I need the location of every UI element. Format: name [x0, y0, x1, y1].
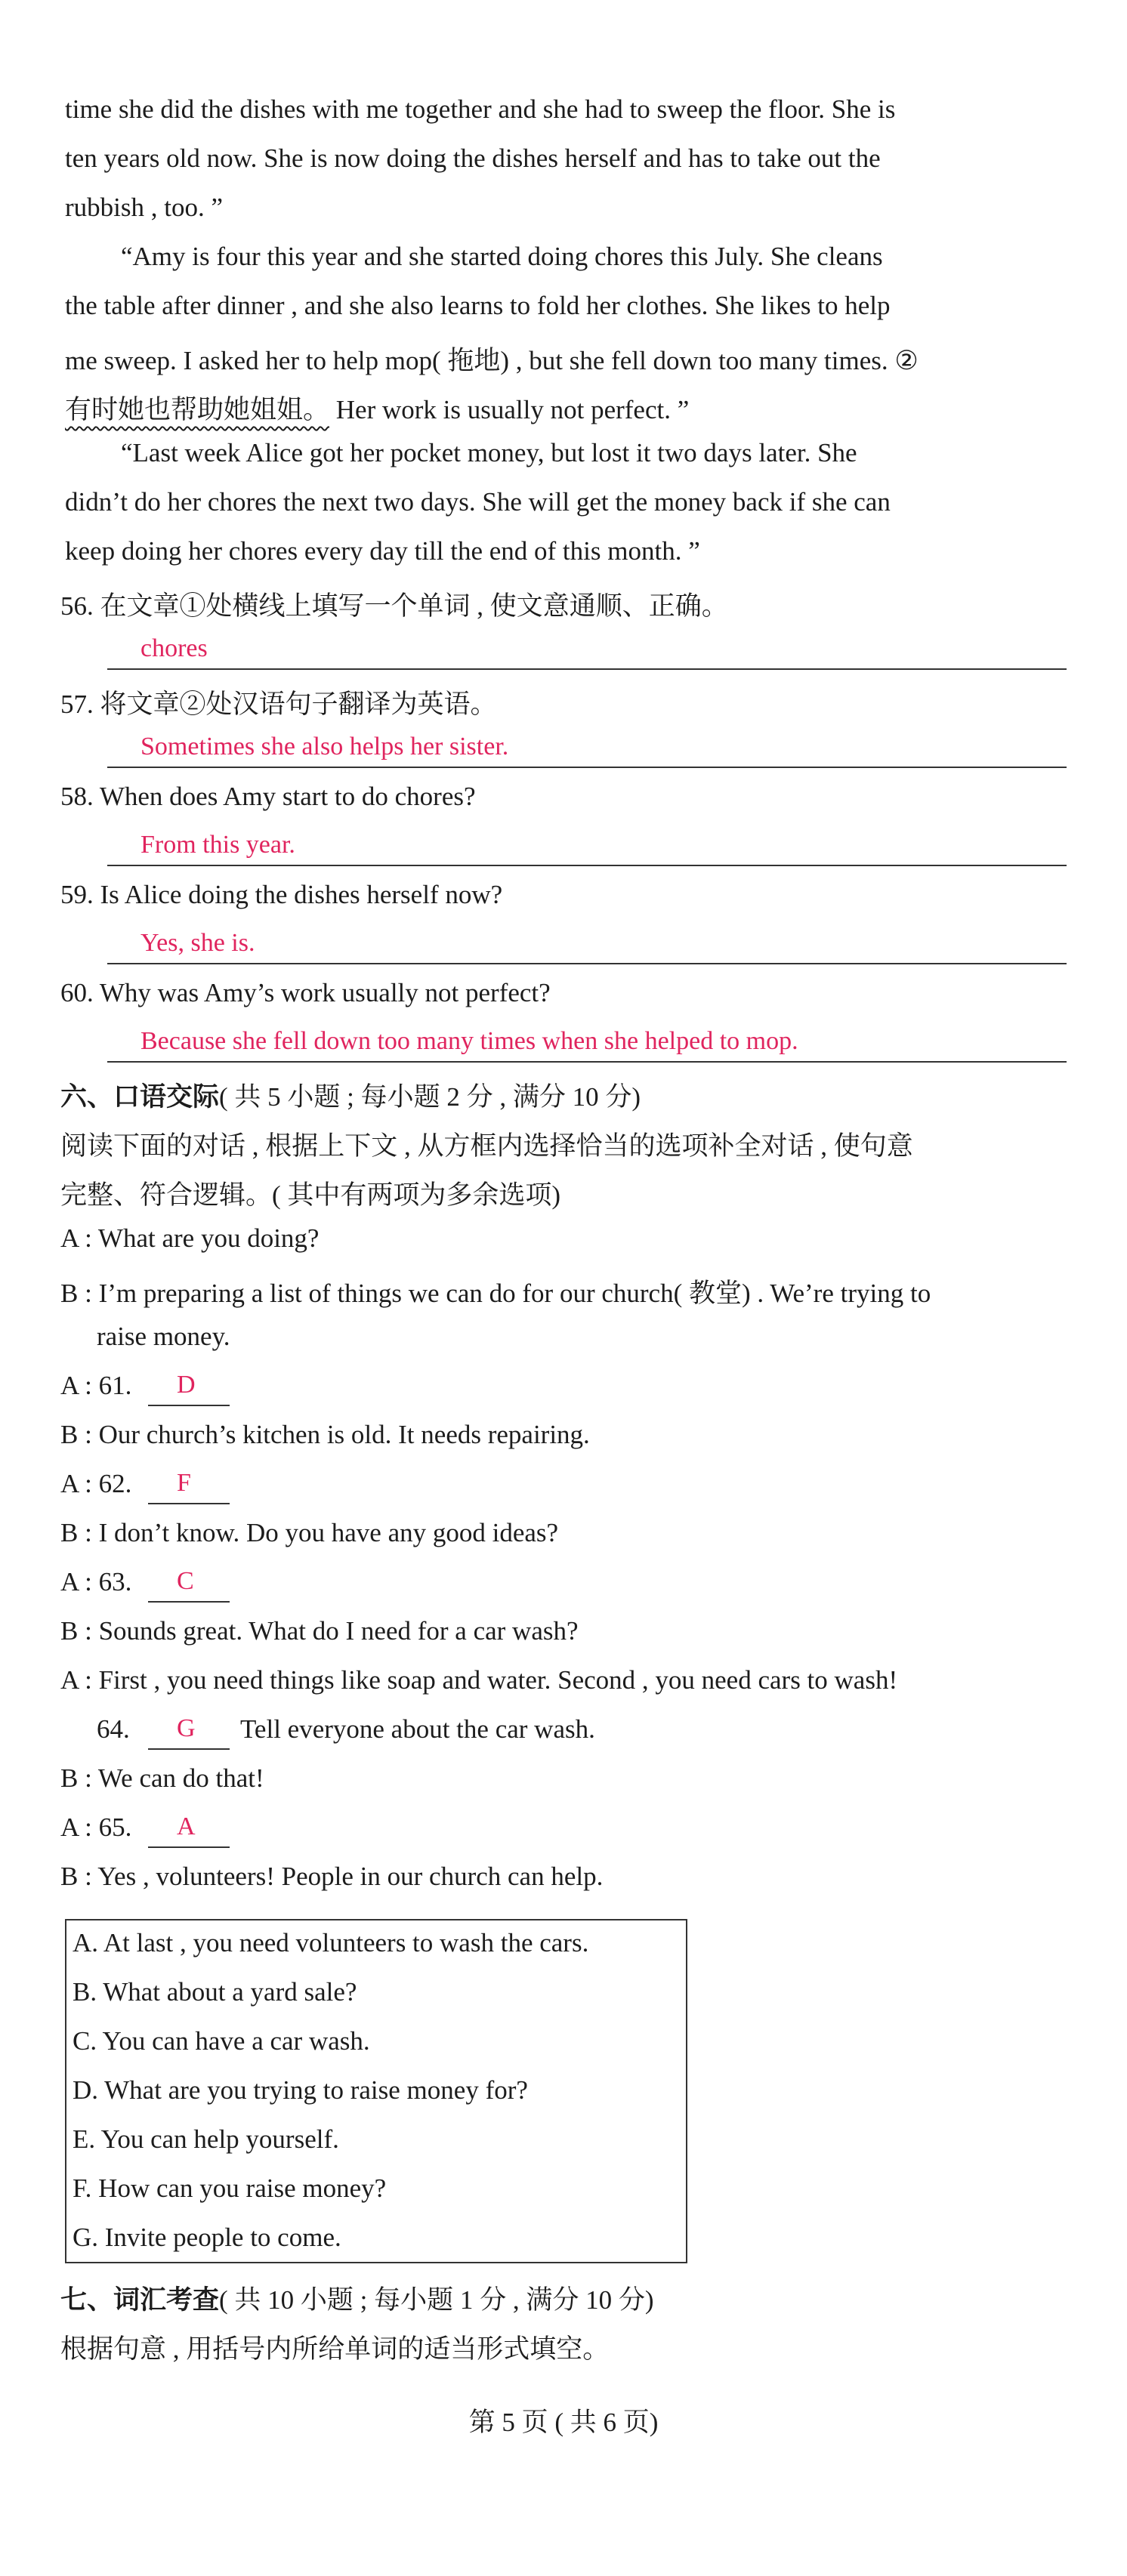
dialogue-line: A : 63.: [60, 1567, 132, 1597]
section-6-title: 六、口语交际: [60, 1082, 220, 1112]
option-f: F. How can you raise money?: [73, 2173, 387, 2203]
dialogue-line: B : We can do that!: [60, 1763, 264, 1793]
answer-57: Sometimes she also helps her sister.: [140, 733, 509, 760]
section-6-score: ( 共 5 小题 ; 每小题 2 分 , 满分 10 分): [219, 1082, 641, 1112]
option-c: C. You can have a car wash.: [73, 2026, 370, 2056]
answer-62: F: [177, 1469, 191, 1497]
passage-line: didn’t do her chores the next two days. She will get the money back if she can: [65, 487, 891, 517]
passage-line: rubbish , too. ”: [65, 193, 224, 222]
passage-line: “Last week Alice got her pocket money, but lost it two days later. She: [121, 438, 857, 467]
answer-63: C: [177, 1567, 194, 1595]
question-59: 59. Is Alice doing the dishes herself now?: [60, 880, 503, 909]
underlined-chinese-sentence: 有时她也帮助她姐姐。: [65, 395, 330, 424]
dialogue-line: B : I don’t know. Do you have any good ideas?: [60, 1518, 559, 1547]
question-56: 56. 在文章①处横线上填写一个单词 , 使文意通顺、正确。: [60, 591, 728, 621]
dialogue-line: B : Yes , volunteers! People in our church can help.: [60, 1862, 604, 1891]
answer-line: [107, 767, 1067, 768]
section-7-heading: [60, 2279, 654, 2317]
answer-59: Yes, she is.: [140, 929, 255, 957]
dialogue-line: raise money.: [97, 1322, 230, 1351]
dialogue-line: A : 62.: [60, 1469, 132, 1498]
question-57: 57. 将文章②处汉语句子翻译为英语。: [60, 690, 497, 719]
answer-line: [107, 668, 1067, 670]
answer-line: [107, 963, 1067, 964]
option-a: A. At last , you need volunteers to wash the cars.: [73, 1928, 589, 1957]
section-6-heading: [60, 1076, 641, 1114]
answer-58: From this year.: [140, 831, 295, 859]
passage-line: ten years old now. She is now doing the dishes herself and has to take out the: [65, 143, 881, 173]
section-6-instruction: 阅读下面的对话 , 根据上下文 , 从方框内选择恰当的选项补全对话 , 使句意: [60, 1131, 913, 1161]
dialogue-line: A : 61.: [60, 1371, 132, 1400]
section-7-instruction: 根据句意 , 用括号内所给单词的适当形式填空。: [60, 2334, 610, 2364]
passage-line: the table after dinner , and she also learns to fold her clothes. She likes to help: [65, 291, 891, 320]
option-b: B. What about a yard sale?: [73, 1977, 357, 2007]
passage-line: time she did the dishes with me together and she had to sweep the floor. She is: [65, 94, 896, 124]
answer-60: Because she fell down too many times when she helped to mop.: [140, 1027, 798, 1055]
answer-line: [107, 865, 1067, 866]
answer-65: A: [177, 1812, 196, 1840]
answer-line: [107, 1061, 1067, 1063]
dialogue-line: 64.: [97, 1714, 130, 1744]
passage-line: “Amy is four this year and she started doing chores this July. She cleans: [121, 242, 883, 271]
question-58: 58. When does Amy start to do chores?: [60, 782, 476, 811]
passage-line: me sweep. I asked her to help mop( 拖地) , but she fell down too many times. ②: [65, 346, 919, 375]
dialogue-line: B : Sounds great. What do I need for a car wash?: [60, 1616, 579, 1646]
option-g: G. Invite people to come.: [73, 2223, 341, 2252]
section-7-title: 七、词汇考查: [60, 2285, 220, 2315]
blank-line: [148, 1503, 230, 1504]
passage-line: keep doing her chores every day till the end of this month. ”: [65, 536, 700, 566]
section-7-score: ( 共 10 小题 ; 每小题 1 分 , 满分 10 分): [219, 2285, 654, 2315]
question-60: 60. Why was Amy’s work usually not perfect?: [60, 978, 551, 1007]
dialogue-line: B : I’m preparing a list of things we can do for our church( 教堂) . We’re trying to: [60, 1279, 931, 1308]
dialogue-line: Tell everyone about the car wash.: [240, 1714, 595, 1744]
passage-text: Her work is usually not perfect. ”: [329, 395, 690, 424]
option-d: D. What are you trying to raise money for?: [73, 2075, 528, 2105]
page-footer: 第 5 页 ( 共 6 页): [468, 2408, 659, 2437]
dialogue-line: B : Our church’s kitchen is old. It needs repairing.: [60, 1420, 590, 1449]
blank-line: [148, 1405, 230, 1406]
answer-56: chores: [140, 634, 208, 662]
answer-64: G: [177, 1714, 196, 1742]
option-e: E. You can help yourself.: [73, 2124, 339, 2154]
dialogue-line: A : What are you doing?: [60, 1223, 320, 1253]
section-6-instruction: 完整、符合逻辑。( 其中有两项为多余选项): [60, 1180, 561, 1210]
blank-line: [148, 1748, 230, 1750]
dialogue-line: A : First , you need things like soap and water. Second , you need cars to wash!: [60, 1665, 898, 1695]
blank-line: [148, 1601, 230, 1603]
blank-line: [148, 1846, 230, 1848]
answer-61: D: [177, 1371, 196, 1399]
passage-line: [65, 389, 689, 427]
dialogue-line: A : 65.: [60, 1812, 132, 1842]
